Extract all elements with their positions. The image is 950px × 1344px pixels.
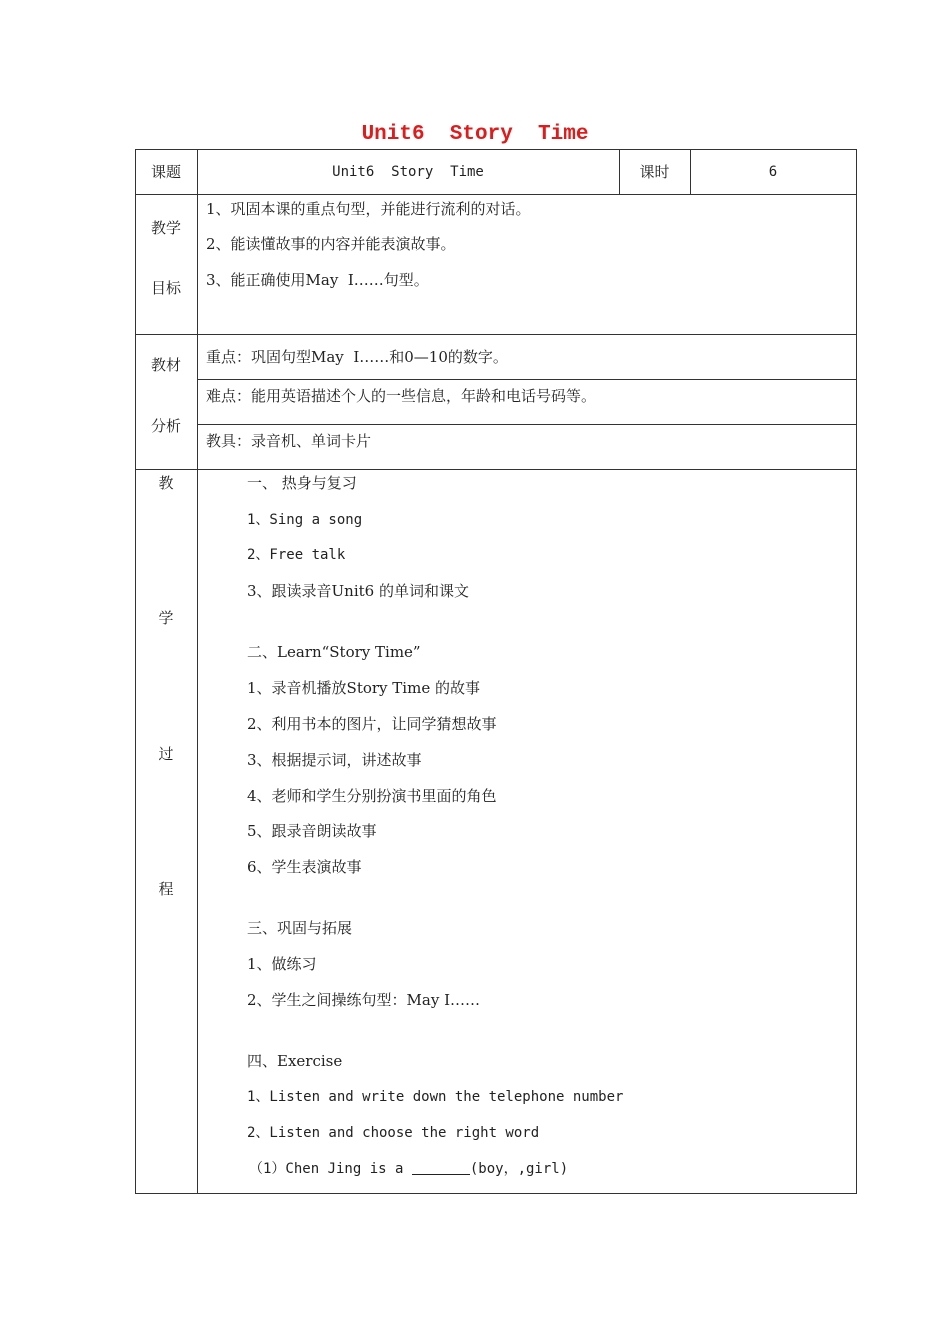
key-point: 重点：巩固句型May I……和0—10的数字。	[206, 348, 508, 366]
document-title: Unit6 Story Time	[361, 123, 589, 146]
section-item: 1、Listen and write down the telephone number	[247, 1089, 624, 1105]
objective-item: 3、能正确使用May I……句型。	[206, 271, 429, 289]
section-item: 1、做练习	[247, 955, 317, 973]
section-heading: 三、巩固与拓展	[247, 919, 353, 937]
topic-value: Unit6 Story Time	[332, 164, 484, 180]
objectives-label-bottom: 目标	[150, 279, 181, 297]
section-item: 1、录音机播放Story Time 的故事	[247, 679, 480, 697]
section-heading: 一、 热身与复习	[247, 474, 357, 492]
question-prefix: （1）Chen Jing is a	[249, 1161, 412, 1177]
exercise-question	[249, 1160, 568, 1178]
section-item: 6、学生表演故事	[247, 858, 362, 876]
section-item: 2、Listen and choose the right word	[247, 1125, 540, 1141]
teaching-tools: 教具：录音机、单词卡片	[206, 432, 372, 450]
answer-blank[interactable]	[412, 1160, 470, 1175]
process-label-char: 教	[158, 474, 174, 492]
objectives-label-top: 教学	[150, 219, 181, 237]
section-item: 5、跟录音朗读故事	[247, 822, 377, 840]
topic-label: 课题	[150, 163, 181, 181]
question-options: (boy，,girl)	[469, 1161, 569, 1177]
objective-item: 2、能读懂故事的内容并能表演故事。	[206, 235, 456, 253]
process-label-char: 程	[158, 880, 174, 898]
process-label-char: 学	[158, 609, 174, 627]
process-label-char: 过	[158, 745, 174, 763]
difficulty: 难点：能用英语描述个人的一些信息，年龄和电话号码等。	[206, 387, 597, 405]
period-value: 6	[768, 164, 778, 180]
section-item: 2、利用书本的图片，让同学猜想故事	[247, 715, 497, 733]
objective-item: 1、巩固本课的重点句型，并能进行流利的对话。	[206, 200, 531, 218]
section-item: 1、Sing a song	[247, 512, 363, 528]
section-item: 3、跟读录音Unit6 的单词和课文	[247, 582, 469, 600]
section-heading: 二、Learn“Story Time”	[247, 643, 421, 661]
section-item: 2、学生之间操练句型：May I……	[247, 991, 481, 1009]
section-heading: 四、Exercise	[247, 1052, 343, 1070]
analysis-label-bottom: 分析	[150, 417, 181, 435]
section-item: 3、根据提示词，讲述故事	[247, 751, 422, 769]
period-label: 课时	[639, 163, 670, 181]
section-item: 4、老师和学生分别扮演书里面的角色	[247, 787, 497, 805]
analysis-label-top: 教材	[150, 356, 181, 374]
section-item: 2、Free talk	[247, 547, 346, 563]
